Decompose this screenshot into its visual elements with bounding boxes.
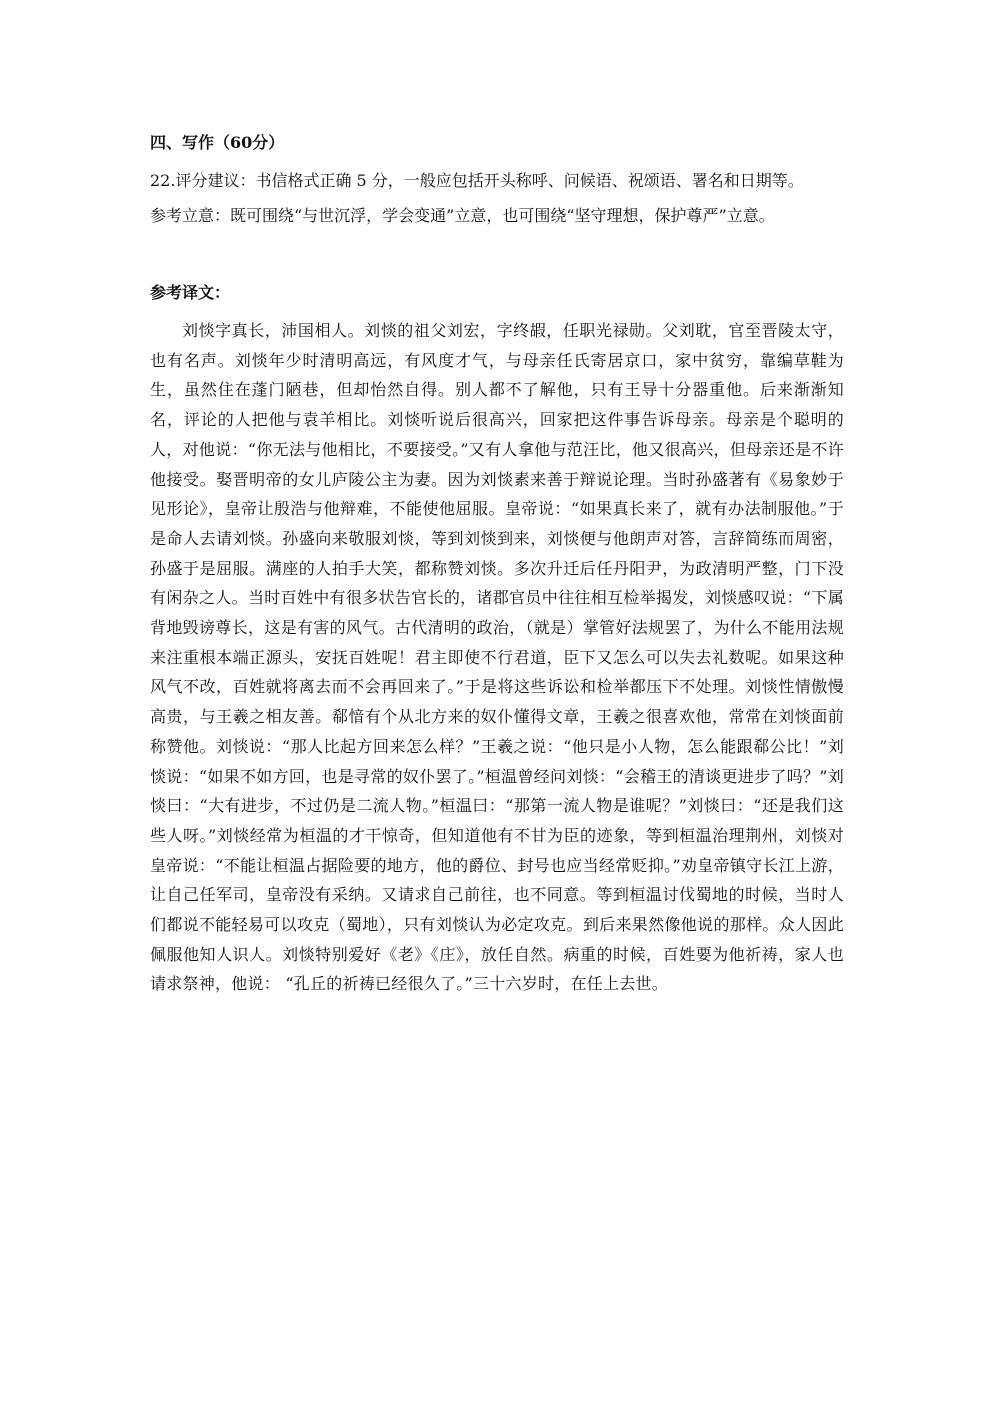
translation-body: 刘惔字真长，沛国相人。刘惔的祖父刘宏，字终嘏，任职光禄勋。父刘耽，官至晋陵太守，也有名声。刘惔年少时清明高远，有风度才气，与母亲任氏寄居京口，家中贫穷，靠编草鞋为生，虽然住在蓬门陋巷，但却怡然自得。别人都不了解他，只有王导十分器重他。后来渐渐知名，评论的人把他与袁羊相比。刘惔听说后很高兴，回家把这件事告诉母亲。母亲是个聪明的人，对他说：“你无法与他相比，不要接受。”又有人拿他与范汪比，他又很高兴，但母亲还是不许他接受。娶晋明帝的女儿庐陵公主为妻。因为刘惔素来善于辩说论理。当时孙盛著有《易象妙于见形论》，皇帝让殷浩与他辩难，不能使他屈服。皇帝说：“如果真长来了，就有办法制服他。”于是命人去请刘惔。孙盛向来敬服刘惔，等到刘惔到来，刘惔便与他朗声对答，言辞简练而周密，孙盛于是屈服。满座的人拍手大笑，都称赞刘惔。多次升迁后任丹阳尹，为政清明严整，门下没有闲杂之人。当时百姓中有很多状告官长的，诸郡官员中往往相互检举揭发，刘惔感叹说：“下属背地毁谤尊长，这是有害的风气。古代清明的政治，（就是）掌管好法规罢了，为什么不能用法规来注重根本端正源头，安抚百姓呢！君主即使不行君道，臣下又怎么可以失去礼数呢。如果这种风气不改，百姓就将离去而不会再回来了。”于是将这些诉讼和检举都压下不处理。刘惔性情傲慢高贵，与王羲之相友善。郗愔有个从北方来的奴仆懂得文章，王羲之很喜欢他，常常在刘惔面前称赞他。刘惔说：“那人比起方回来怎么样？”王羲之说：“他只是小人物，怎么能跟郗公比！”刘惔说：“如果不如方回，也是寻常的奴仆罢了。”桓温曾经问刘惔：“会稽王的清谈更进步了吗？”刘惔曰：“大有进步，不过仍是二流人物。”桓温曰：“那第一流人物是谁呢？”刘惔曰：“还是我们这些人呀。”刘惔经常为桓温的才干惊奇，但知道他有不甘为臣的迹象，等到桓温治理荆州，刘惔对皇帝说：“不能让桓温占据险要的地方，他的爵位、封号也应当经常贬抑。”劝皇帝镇守长江上游，让自己任军司，皇帝没有采纳。又请求自己前往，也不同意。等到桓温讨伐蜀地的时候，当时人们都说不能轻易可以攻克（蜀地），只有刘惔认为必定攻克。到后来果然像他说的那样。众人因此佩服他知人识人。刘惔特别爱好《老》《庄》，放任自然。病重的时候，百姓要为他祈祷，家人也请求祭神，他说： “孔丘的祈祷已经很久了。”三十六岁时，在任上去世。 [150, 321, 844, 994]
translation-heading: 参考译文： [150, 283, 231, 302]
section-heading: 四、写作（60分） [150, 133, 285, 152]
scoring-suggestion: 22.评分建议：书信格式正确 5 分，一般应包括开头称呼、问候语、祝颂语、署名和日期等。 [150, 171, 804, 190]
reference-theme: 参考立意：既可围绕“与世沉浮，学会变通”立意，也可围绕“坚守理想，保护尊严”立意。 [150, 206, 775, 225]
